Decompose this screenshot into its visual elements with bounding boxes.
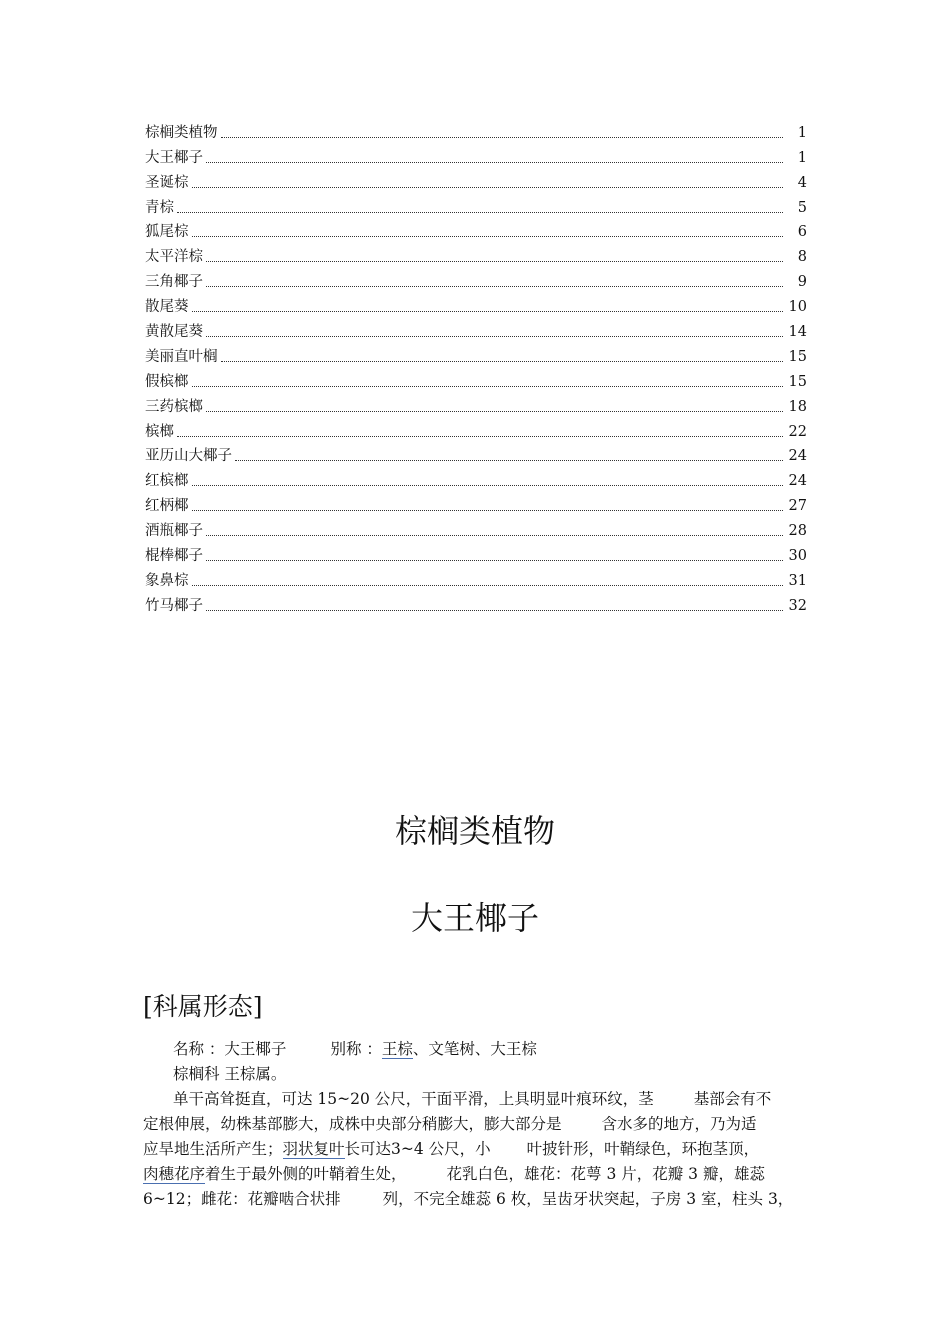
toc-entry-title: 黄散尾葵: [145, 324, 203, 341]
text-fragment: 叶披针形，叶鞘绿色，环抱茎顶，: [526, 1140, 760, 1158]
toc-entry-title: 美丽直叶榈: [145, 348, 218, 365]
toc-entry-page-number: 9: [797, 274, 807, 291]
toc-entry[interactable]: [145, 193, 807, 218]
toc-entry-title: 三角椰子: [145, 274, 203, 291]
paragraph-line-3: [143, 1137, 759, 1162]
toc-entry[interactable]: [145, 317, 807, 342]
text-fragment: 定根伸展，幼株基部膨大，成株中央部分稍膨大，膨大部分是: [143, 1115, 562, 1133]
toc-entry[interactable]: [145, 367, 807, 392]
toc-entry-page-number: 30: [788, 548, 807, 565]
toc-entry-title: 槟榔: [145, 423, 174, 440]
toc-entry-title: 大王椰子: [145, 149, 203, 166]
toc-entry-page-number: 27: [788, 498, 807, 515]
toc-leader-dots: [206, 260, 783, 262]
spadix-link[interactable]: 肉穗花序: [143, 1165, 206, 1183]
toc-entry-title: 竹马椰子: [145, 597, 203, 614]
toc-entry[interactable]: [145, 118, 807, 143]
toc-leader-dots: [206, 335, 783, 337]
toc-entry-title: 亚历山大椰子: [145, 448, 232, 465]
toc-leader-dots: [177, 435, 783, 437]
toc-leader-dots: [192, 235, 784, 237]
toc-entry-title: 象鼻棕: [145, 572, 189, 589]
toc-leader-dots: [221, 136, 784, 138]
toc-entry[interactable]: [145, 591, 807, 616]
text-fragment: 列，不完全雄蕊 6 枚，呈齿牙状突起，子房 3 室，柱头 3，: [382, 1190, 794, 1208]
toc-entry-title: 假槟榔: [145, 373, 189, 390]
toc-entry-title: 太平洋棕: [145, 249, 203, 266]
toc-entry-page-number: 32: [788, 597, 807, 614]
toc-entry-title: 棕榈类植物: [145, 124, 218, 141]
toc-entry[interactable]: [145, 392, 807, 417]
toc-entry-title: 三药槟榔: [145, 398, 203, 415]
toc-entry[interactable]: [145, 242, 807, 267]
toc-entry-page-number: 31: [788, 572, 807, 589]
paragraph-line-5: [143, 1187, 793, 1212]
name-line: [173, 1037, 537, 1062]
toc-entry-page-number: 6: [797, 224, 807, 241]
toc-leader-dots: [206, 534, 783, 536]
subsection-heading: [科属形态]: [143, 992, 263, 1021]
text-fragment: 应旱地生活所产生；: [143, 1140, 283, 1158]
toc-entry-title: 棍棒椰子: [145, 548, 203, 565]
toc-entry-page-number: 4: [797, 174, 807, 191]
toc-entry-page-number: 24: [788, 473, 807, 490]
alias-rest: 、文笔树、大王棕: [412, 1040, 537, 1058]
toc-entry-page-number: 5: [797, 199, 807, 216]
toc-entry-title: 红槟榔: [145, 473, 189, 490]
toc-leader-dots: [206, 285, 783, 287]
toc-entry-page-number: 14: [788, 324, 807, 341]
text-fragment: 单干高耸挺直，可达 15~20 公尺，干面平滑，上具明显叶痕环纹，茎: [173, 1090, 654, 1108]
toc-entry-page-number: 22: [788, 423, 807, 440]
toc-entry-title: 酒瓶椰子: [145, 523, 203, 540]
text-fragment: 长可达3~4 公尺，小: [344, 1140, 491, 1158]
toc-entry[interactable]: [145, 566, 807, 591]
toc-entry-title: 圣诞棕: [145, 174, 189, 191]
toc-entry[interactable]: [145, 292, 807, 317]
toc-leader-dots: [192, 186, 784, 188]
alias-label: 别称 ：: [330, 1040, 382, 1058]
toc-entry[interactable]: [145, 218, 807, 243]
family-line: 棕榈科 王棕属。: [173, 1065, 287, 1083]
toc-leader-dots: [235, 459, 783, 461]
toc-entry[interactable]: [145, 342, 807, 367]
toc-entry-page-number: 1: [797, 124, 807, 141]
toc-entry[interactable]: [145, 541, 807, 566]
toc-entry[interactable]: [145, 491, 807, 516]
toc-entry-page-number: 18: [788, 398, 807, 415]
toc-entry-title: 青棕: [145, 199, 174, 216]
paragraph-line-2: [143, 1112, 757, 1137]
text-fragment: 着生于最外侧的叶鞘着生处，: [205, 1165, 407, 1183]
toc-leader-dots: [192, 484, 784, 486]
toc-leader-dots: [192, 509, 784, 511]
toc-entry[interactable]: [145, 417, 807, 442]
section-title: 大王椰子: [410, 899, 539, 937]
text-fragment: 基部会有不: [693, 1090, 772, 1108]
alias-link[interactable]: 王棕: [381, 1040, 413, 1058]
paragraph-line-1: [173, 1087, 771, 1112]
toc-entry-page-number: 1: [797, 149, 807, 166]
toc-entry[interactable]: [145, 516, 807, 541]
toc-entry-page-number: 8: [797, 249, 807, 266]
toc-entry-title: 散尾葵: [145, 299, 189, 316]
toc-leader-dots: [206, 609, 783, 611]
toc-entry-page-number: 10: [788, 299, 807, 316]
toc-entry[interactable]: [145, 168, 807, 193]
toc-entry-page-number: 28: [788, 523, 807, 540]
toc-leader-dots: [177, 211, 783, 213]
toc-leader-dots: [206, 559, 783, 561]
toc-entry[interactable]: [145, 442, 807, 467]
toc-entry[interactable]: [145, 466, 807, 491]
toc-leader-dots: [192, 385, 784, 387]
toc-entry-page-number: 15: [788, 348, 807, 365]
toc-entry-title: 红柄椰: [145, 498, 189, 515]
toc-leader-dots: [206, 410, 783, 412]
text-fragment: 含水多的地方，乃为适: [601, 1115, 757, 1133]
text-fragment: 花乳白色，雄花：花萼 3 片，花瓣 3 瓣，雄蕊: [446, 1165, 765, 1183]
toc-entry[interactable]: [145, 267, 807, 292]
name-label: 名称 ：大王椰子: [173, 1040, 287, 1058]
toc-entry-page-number: 15: [788, 373, 807, 390]
toc-leader-dots: [192, 310, 784, 312]
toc-leader-dots: [221, 360, 784, 362]
toc-entry-title: 狐尾棕: [145, 224, 189, 241]
toc-entry-page-number: 24: [788, 448, 807, 465]
paragraph-line-4: [143, 1162, 765, 1187]
toc-entry[interactable]: [145, 143, 807, 168]
page-title: 棕榈类植物: [394, 812, 555, 850]
text-fragment: 6~12；雌花：花瓣啮合状排: [143, 1190, 341, 1208]
table-of-contents: [145, 118, 807, 616]
pinnate-leaf-link[interactable]: 羽状复叶: [282, 1140, 345, 1158]
toc-leader-dots: [192, 584, 784, 586]
toc-leader-dots: [206, 161, 783, 163]
